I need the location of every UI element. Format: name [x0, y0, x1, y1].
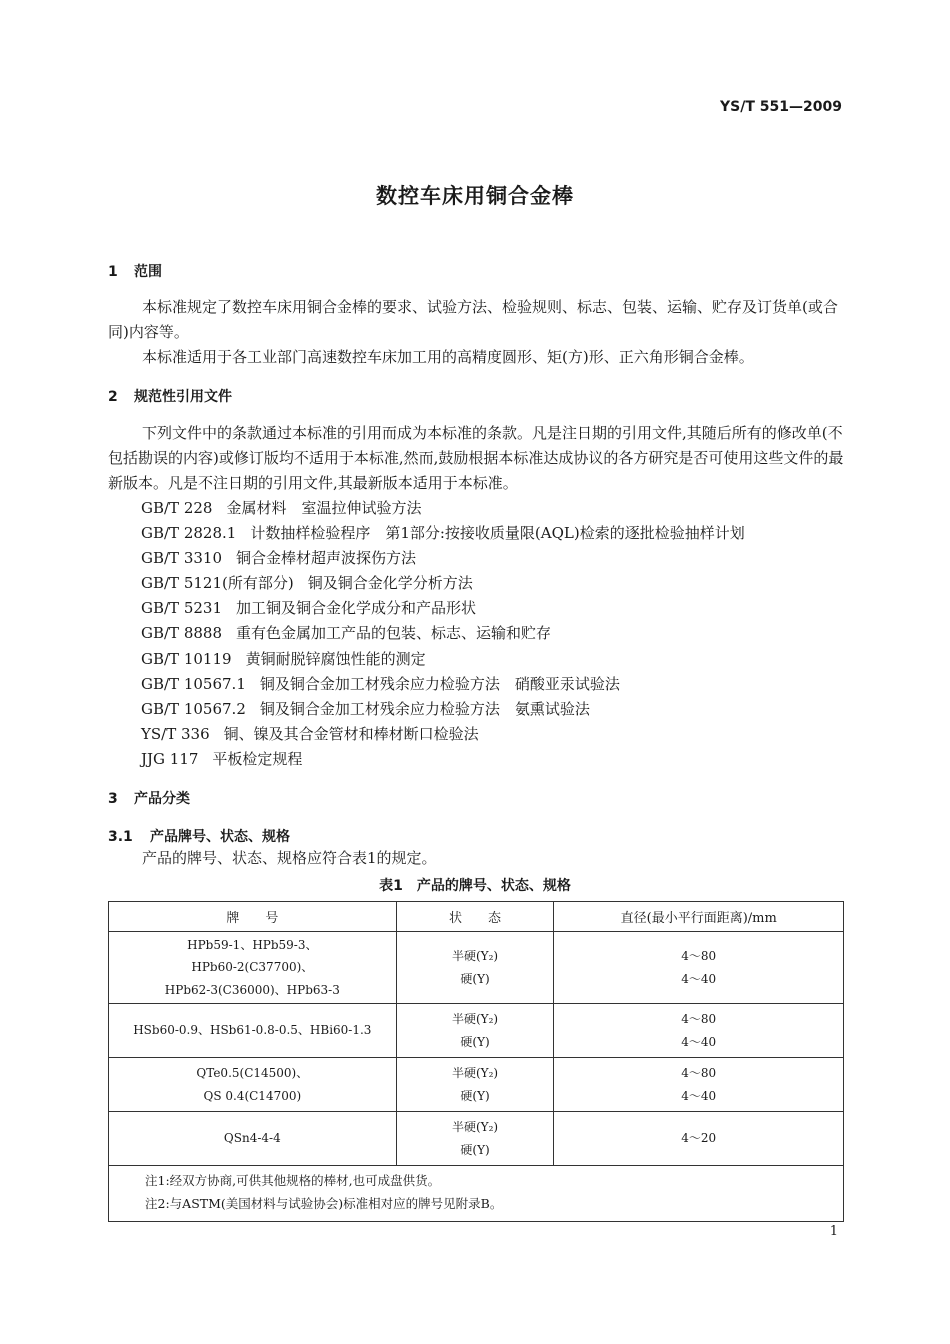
reference-list: [141, 496, 745, 772]
temper-cell: 半硬(Y₂) 硬(Y): [396, 1004, 554, 1058]
temper-cell: 半硬(Y₂) 硬(Y): [396, 1112, 554, 1166]
reference-item: [141, 621, 745, 646]
reference-code: GB/T 5231: [141, 599, 223, 618]
reference-code: GB/T 10567.2: [141, 699, 246, 718]
table-row: [109, 1112, 844, 1166]
reference-item: [141, 596, 745, 621]
reference-title: 金属材料 室温拉伸试验方法: [226, 499, 422, 517]
reference-code: GB/T 2828.1: [141, 524, 237, 543]
reference-code: YS/T 336: [141, 724, 210, 743]
reference-item: [141, 571, 745, 596]
table-header-row: [109, 902, 844, 932]
reference-code: GB/T 8888: [141, 624, 223, 643]
table-row: [109, 1004, 844, 1058]
diameter-cell: 4～80 4～40: [554, 932, 844, 1004]
page-number: 1: [829, 1224, 838, 1239]
reference-item: [141, 647, 745, 672]
subsection-3-1-heading: [108, 826, 290, 846]
reference-code: GB/T 10119: [141, 649, 232, 668]
table-row: [109, 932, 844, 1004]
table-notes: [109, 1166, 844, 1222]
reference-item: [141, 672, 745, 697]
reference-code: GB/T 10567.1: [141, 674, 246, 693]
reference-item: [141, 747, 745, 772]
temper-cell: 半硬(Y₂) 硬(Y): [396, 1058, 554, 1112]
section-title: 规范性引用文件: [134, 389, 232, 405]
table-notes-row: [109, 1166, 844, 1222]
table-caption: 表1 产品的牌号、状态、规格: [379, 878, 571, 894]
temper-cell: 半硬(Y₂) 硬(Y): [396, 932, 554, 1004]
grade-cell: HSb60-0.9、HSb61-0.8-0.5、HBi60-1.3: [109, 1004, 397, 1058]
grade-cell: QTe0.5(C14500)、 QS 0.4(C14700): [109, 1058, 397, 1112]
reference-title: 铜及铜合金加工材残余应力检验方法 硝酸亚汞试验法: [259, 674, 620, 693]
table-row: [109, 1058, 844, 1112]
table-note: 注2:与ASTM(美国材料与试验协会)标准相对应的牌号见附录B。: [145, 1195, 503, 1211]
section-title: 产品分类: [134, 791, 190, 807]
reference-title: 重有色金属加工产品的包装、标志、运输和贮存: [236, 624, 552, 643]
header-diameter: 直径(最小平行面距离)/mm: [554, 902, 844, 932]
section-number: 2: [108, 389, 118, 405]
reference-title: 黄铜耐脱锌腐蚀性能的测定: [245, 649, 426, 668]
diameter-cell: 4～20: [554, 1112, 844, 1166]
grade-cell: QSn4-4-4: [109, 1112, 397, 1166]
section-1-heading: [108, 261, 162, 281]
scope-paragraph-1: 本标准规定了数控车床用铜合金棒的要求、试验方法、检验规则、标志、包装、运输、贮存及订货单(或合同)内容等。: [108, 298, 838, 341]
document-title: 数控车床用铜合金棒: [376, 184, 574, 208]
section-3-heading: [108, 788, 190, 808]
section-number: 3: [108, 791, 118, 807]
reference-code: GB/T 3310: [141, 549, 223, 568]
spec-table: [108, 901, 844, 1222]
reference-item: [141, 496, 745, 521]
section-2-heading: [108, 386, 232, 406]
reference-title: 计数抽样检验程序 第1部分:按接收质量限(AQL)检索的逐批检验抽样计划: [250, 524, 745, 543]
table-note: 注1:经双方协商,可供其他规格的棒材,也可成盘供货。: [145, 1173, 441, 1188]
reference-title: 铜及铜合金化学分析方法: [307, 574, 473, 593]
reference-item: [141, 521, 745, 546]
references-intro: 下列文件中的条款通过本标准的引用而成为本标准的条款。凡是注日期的引用文件,其随后所有的修改单(不包括勘误的内容)或修订版均不适用于本标准,然而,鼓励根据本标准达成协议的各方研究是否可使用这些文件的最新版本。凡是不注日期的引用文件,其最新版本适用于本标准。: [108, 424, 844, 492]
reference-title: 铜及铜合金加工材残余应力检验方法 氨熏试验法: [259, 699, 590, 718]
grade-cell: HPb59-1、HPb59-3、 HPb60-2(C37700)、 HPb62-3(C36000)、HPb63-3: [109, 932, 397, 1004]
reference-code: JJG 117: [141, 749, 199, 768]
reference-item: [141, 697, 745, 722]
reference-item: [141, 546, 745, 571]
reference-item: [141, 722, 745, 747]
reference-title: 加工铜及铜合金化学成分和产品形状: [236, 599, 477, 618]
header-grade: 牌 号: [109, 902, 397, 932]
section-title: 范围: [134, 264, 162, 280]
reference-title: 平板检定规程: [212, 749, 303, 768]
standard-code: YS/T 551—2009: [720, 99, 842, 115]
reference-title: 铜、镍及其合金管材和棒材断口检验法: [223, 724, 479, 743]
reference-code: GB/T 5121(所有部分): [141, 574, 294, 593]
subsection-title: 产品牌号、状态、规格: [150, 829, 290, 845]
header-temper: 状 态: [396, 902, 554, 932]
diameter-cell: 4～80 4～40: [554, 1058, 844, 1112]
scope-paragraph-2: 本标准适用于各工业部门高速数控车床加工用的高精度圆形、矩(方)形、正六角形铜合金棒。: [142, 348, 754, 366]
diameter-cell: 4～80 4～40: [554, 1004, 844, 1058]
subsection-text: 产品的牌号、状态、规格应符合表1的规定。: [142, 849, 437, 867]
reference-title: 铜合金棒材超声波探伤方法: [236, 549, 417, 568]
reference-code: GB/T 228: [141, 499, 213, 517]
section-number: 1: [108, 264, 118, 280]
subsection-number: 3.1: [108, 829, 133, 845]
